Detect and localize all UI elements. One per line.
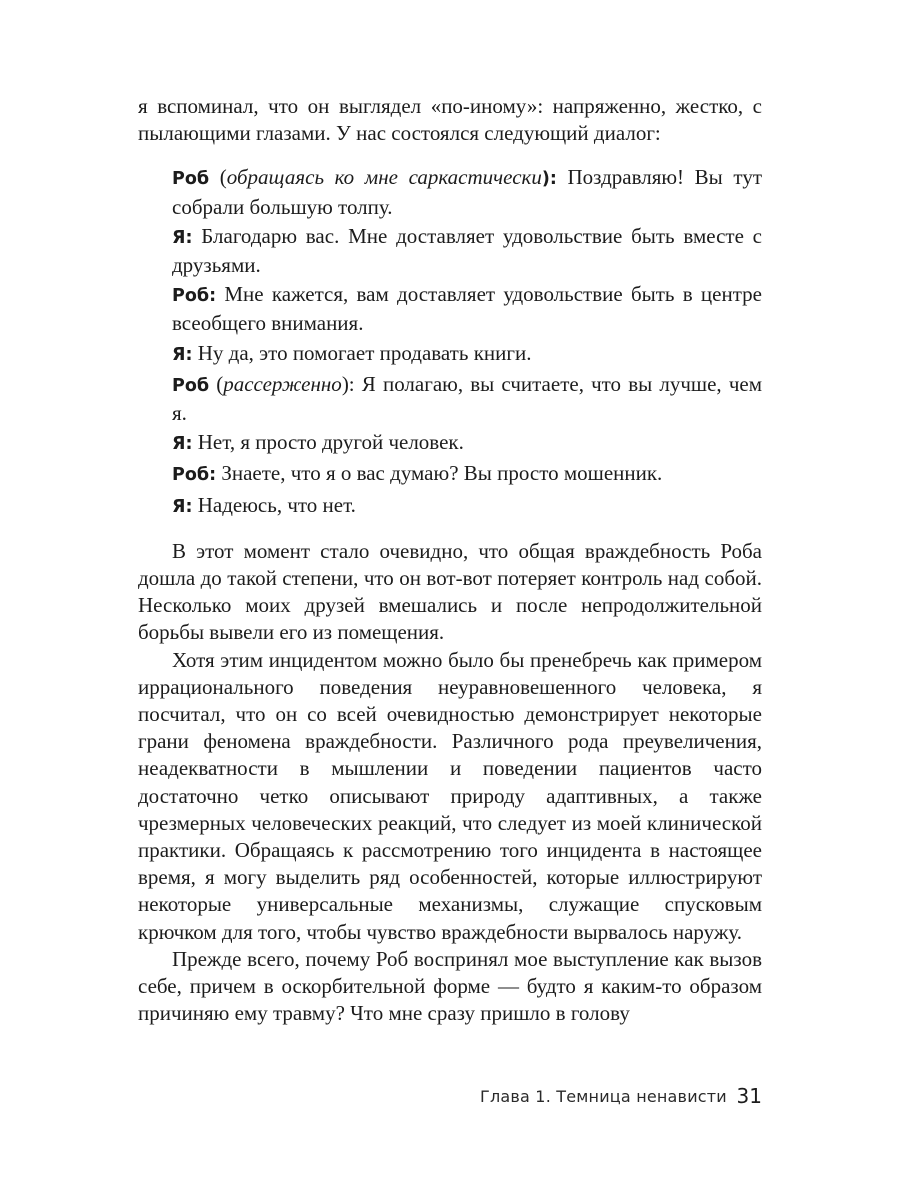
dialogue-line: [172, 281, 762, 337]
speaker-label: Роб: [172, 169, 210, 190]
dialogue-line: [172, 460, 762, 489]
dialogue-line: Роб (обращаясь ко мне саркастически): Поздравляю! Вы тут собрали большую толпу.: [172, 165, 763, 219]
speaker-label: Я:: [172, 496, 193, 517]
dialogue-block: [172, 164, 762, 520]
stage-direction: обращаясь ко мне саркастически: [226, 165, 542, 190]
dialogue-text: Надеюсь, что нет.: [192, 492, 356, 517]
body-paragraph: Прежде всего, почему Роб воспринял мое выступление как вызов себе, причем в оскорбительной форме — будто я каким-то образом причиняю ему травму? Что мне сразу пришло в голову: [138, 946, 762, 1026]
dialogue-line: [172, 492, 762, 521]
dialogue-text: Нет, я просто другой человек.: [192, 430, 464, 455]
dialogue-line: [172, 223, 762, 279]
speaker-label: Я:: [172, 227, 193, 248]
speaker-label: Роб:: [172, 286, 217, 307]
body-paragraph: Хотя этим инцидентом можно было бы пренебречь как примером иррационального поведения неуравновешенного человека, я посчитал, что он со всей очевидностью демонстрирует некоторые грани феномена враждебности. Различного рода преувеличения, неадекватности в мышлении и поведении пациентов часто достаточно четко описывают природу адаптивных, а также чрезмерных человеческих реакций, что следует из моей клинической практики. Обращаясь к рассмотрению того инцидента в настоящее время, я могу выделить ряд особенностей, которые иллюстрируют некоторые универсальные механизмы, служащие спусковым крючком для того, чтобы чувство враждебности вырвалось наружу.: [138, 647, 762, 944]
dialogue-text: Поздравляю! Вы тут собрали большую толпу.: [172, 165, 763, 219]
page-footer: [480, 1082, 762, 1110]
stage-direction: рассерженно: [223, 371, 342, 396]
speaker-label: Роб: [172, 375, 210, 396]
dialogue-line: Роб (рассерженно): Я полагаю, вы считаете, что вы лучше, чем я.: [172, 371, 762, 426]
dialogue-text: Я полагаю, вы считаете, что вы лучше, чем я.: [172, 371, 762, 426]
dialogue-line: [172, 340, 762, 369]
dialogue-text: Мне кажется, вам доставляет удовольствие быть в центре всеобщего внимания.: [172, 282, 762, 336]
speaker-label: Я:: [172, 344, 193, 365]
dialogue-text: Знаете, что я о вас думаю? Вы просто мошенник.: [216, 461, 663, 486]
dialogue-text: Ну да, это помогает продавать книги.: [192, 340, 532, 365]
page-number: 31: [736, 1084, 762, 1108]
body-paragraph: В этот момент стало очевидно, что общая враждебность Роба дошла до такой степени, что он вот-вот потеряет контроль над собой. Несколько моих друзей вмешались и после непродолжительной борьбы вывели его из помещения.: [138, 538, 762, 645]
dialogue-text: Благодарю вас. Мне доставляет удовольствие быть вместе с друзьями.: [172, 223, 762, 278]
speaker-label: Я:: [172, 434, 193, 455]
intro-paragraph: я вспоминал, что он выглядел «по-иному»: напряженно, жестко, с пылающими глазами. У нас состоялся следующий диалог:: [138, 94, 762, 146]
page-body: [138, 93, 762, 1028]
running-footer-chapter-title: Глава 1. Темница ненависти: [480, 1086, 727, 1106]
speaker-label: Роб:: [172, 465, 217, 486]
dialogue-line: [172, 429, 762, 458]
